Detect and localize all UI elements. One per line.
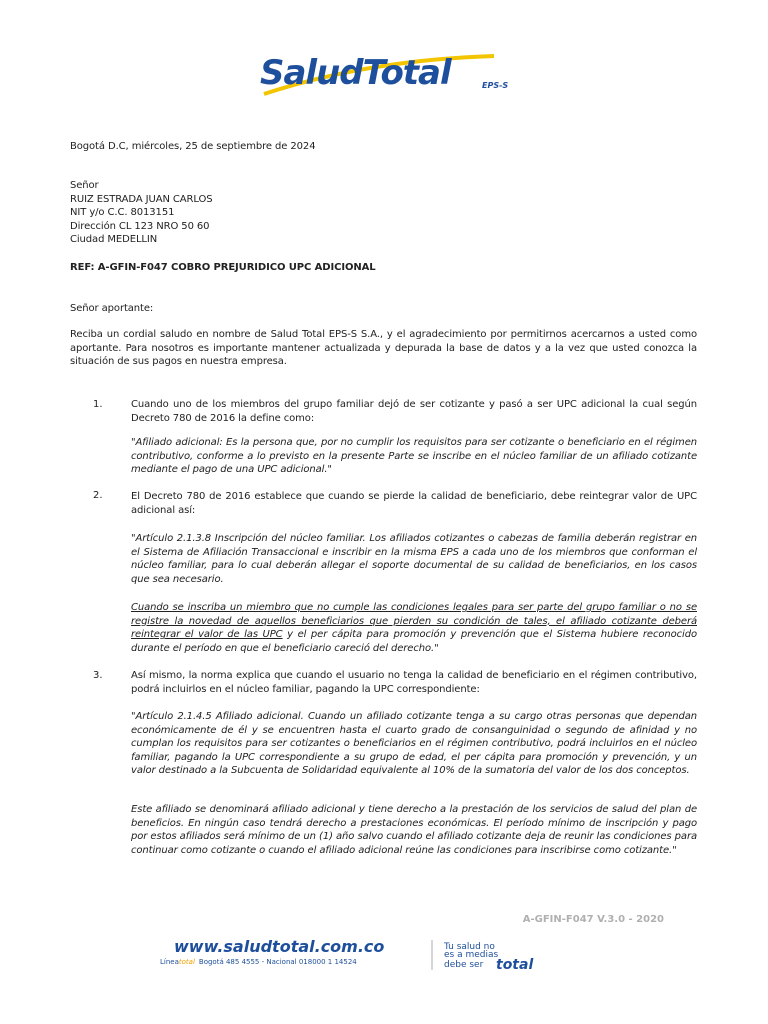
phone-numbers: Bogotá 485 4555 - Nacional 018000 1 14524 [198,958,357,966]
line-prefix: Línea [160,958,179,966]
item-quote: "Afiliado adicional: Es la persona que, por no cumplir los requisitos para ser cotizante o beneficiario en el régimen contributivo, conforme a lo previsto en la presente Parte se inscribe en el núcleo familiar de un afiliado cotizante mediante el pago de una UPC adicional." [131,437,697,475]
item-text: Cuando uno de los miembros del grupo familiar dejó de ser cotizante y pasó a ser UPC adicional la cual según Decreto 780 de 2016 la define como: [131,399,697,424]
underlined-quote-text: Cuando se inscriba un miembro que no cumple las condiciones legales para ser parte del grupo familiar o no se registre la novedad de aquellos beneficiarios que pierden su condición de tales, el afiliado cotizante deberá reintegrar el valor de las UPC [131,602,697,640]
item-quote: "Artículo 2.1.3.8 Inscripción del núcleo familiar. Los afiliados cotizantes o cabezas de familia deberán registrar en el Sistema de Afiliación Transaccional e inscribir en la misma EPS a cada uno de los miembros que conforman el núcleo familiar, para lo cual deberán allegar el soporte documental de su calidad de beneficiarios, en los casos que sea necesario. [131,533,697,585]
form-code: A-GFIN-F047 V.3.0 - 2020 [522,914,664,925]
greeting: Señor aportante: [70,303,154,314]
footer-banner [150,936,620,976]
intro-paragraph: Reciba un cordial saludo en nombre de Salud Total EPS-S S.A., y el agradecimiento por permitirnos acercarnos a usted como aportante. Para nosotros es importante mantener actualizada y depurada la base de datos y a la vez que usted conozca la situación de sus pagos en nuestra empresa. [70,329,697,367]
recipient-name: RUIZ ESTRADA JUAN CARLOS [70,194,213,205]
item-number: 3. [93,670,103,681]
recipient-salutation: Señor [70,180,99,191]
slogan-line-1: Tu salud no [444,942,495,952]
item-number: 1. [93,399,103,410]
recipient-address: Dirección CL 123 NRO 50 60 [70,221,210,232]
line-brand: total [178,958,195,966]
item-text: El Decreto 780 de 2016 establece que cuando se pierde la calidad de beneficiario, debe reintegrar valor de UPC adicional así: [131,491,697,516]
slogan-brand: total [496,957,534,973]
slogan-line-2: es a medias [444,950,499,960]
recipient-nit: NIT y/o C.C. 8013151 [70,207,175,218]
salud-total-logo [258,50,518,100]
date-line: Bogotá D.C, miércoles, 25 de septiembre de 2024 [70,141,316,152]
recipient-city: Ciudad MEDELLIN [70,234,158,245]
item-quote-second-paragraph: Este afiliado se denominará afiliado adicional y tiene derecho a la prestación de los servicios de salud del plan de beneficios. En ningún caso tendrá derecho a prestaciones económicas. El período mínimo de inscripción y pago por estos afiliados será mínimo de un (1) año salvo cuando el afiliado cotizante deja de reunir las condiciones para continuar como cotizante o cuando el afiliado adicional reúne las condiciones para inscribirse como cotizante." [131,804,697,856]
logo-wordmark: SaludTotal [260,53,451,93]
reference-line: REF: A-GFIN-F047 COBRO PREJURIDICO UPC ADICIONAL [70,262,376,273]
item-text: Así mismo, la norma explica que cuando el usuario no tenga la calidad de beneficiario en el régimen contributivo, podrá incluirlos en el núcleo familiar, pagando la UPC correspondiente: [131,670,697,695]
slogan-line-3: debe ser [444,960,484,970]
logo-suffix: EPS-S [482,81,509,90]
item-quote: "Artículo 2.1.4.5 Afiliado adicional. Cuando un afiliado cotizante tenga a su cargo otras personas que dependan económicamente de él y se encuentren hasta el cuarto grado de consanguinidad o segundo de afinidad y no cumplan los requisitos para ser cotizantes o beneficiarios en el régimen contributivo, podrá incluirlos en el núcleo familiar, pagando la UPC correspondiente a su grupo de edad, el per cápita para promoción y prevención, y un valor destinado a la Subcuenta de Solidaridad equivalente al 10% de la sumatoria del valor de los dos conceptos. [131,711,697,776]
item-number: 2. [93,490,103,501]
footer-line-text [160,958,357,966]
item-quote-continued [131,601,697,655]
quote-rest-text: y el per cápita para promoción y prevención que el Sistema hubiere reconocido durante el período en que el beneficiario careció del derecho." [131,629,697,654]
website-link: www.saludtotal.com.co [174,937,385,956]
